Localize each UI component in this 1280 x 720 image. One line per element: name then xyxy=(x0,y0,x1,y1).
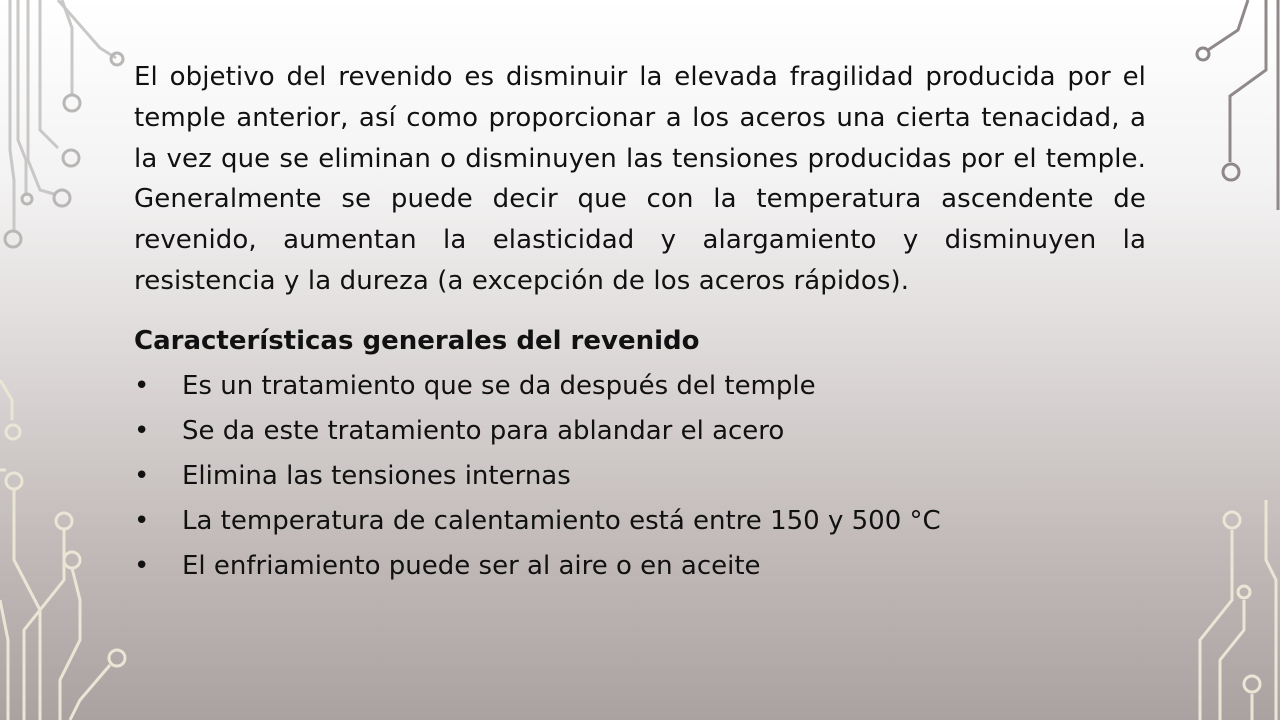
circuit-bottom-right xyxy=(1200,500,1276,720)
list-item-text: Es un tratamiento que se da después del temple xyxy=(182,370,816,401)
bullet-icon: • xyxy=(134,505,150,536)
slide-content xyxy=(134,57,1146,589)
list-item-text: El enfriamiento puede ser al aire o en aceite xyxy=(182,550,761,581)
list-item-text: La temperatura de calentamiento está entre 150 y 500 °C xyxy=(182,505,941,536)
bullet-icon: • xyxy=(134,370,150,401)
list-item xyxy=(134,544,1146,589)
section-heading: Características generales del revenido xyxy=(134,325,700,356)
characteristics-list xyxy=(134,364,1146,589)
list-item-text: Se da este tratamiento para ablandar el acero xyxy=(182,415,785,446)
circuit-top-left xyxy=(5,0,123,247)
list-item xyxy=(134,454,1146,499)
bullet-icon: • xyxy=(134,550,150,581)
list-item-text: Elimina las tensiones internas xyxy=(182,460,571,491)
bullet-icon: • xyxy=(134,460,150,491)
circuit-top-right xyxy=(1197,0,1278,210)
circuit-bottom-left xyxy=(0,380,125,720)
list-item xyxy=(134,364,1146,409)
intro-paragraph: El objetivo del revenido es disminuir la elevada fragilidad producida por el temple anterior, así como proporcionar a los aceros una cierta tenacidad, a la vez que se eliminan o disminuyen las tensiones producidas por el temple. Generalmente se puede decir que con la temperatura ascendente de revenido, aumentan la elasticidad y alargamiento y disminuyen la resistencia y la dureza (a excepción de los aceros rápidos). xyxy=(134,62,1146,296)
bullet-icon: • xyxy=(134,415,150,446)
list-item xyxy=(134,499,1146,544)
list-item xyxy=(134,409,1146,454)
